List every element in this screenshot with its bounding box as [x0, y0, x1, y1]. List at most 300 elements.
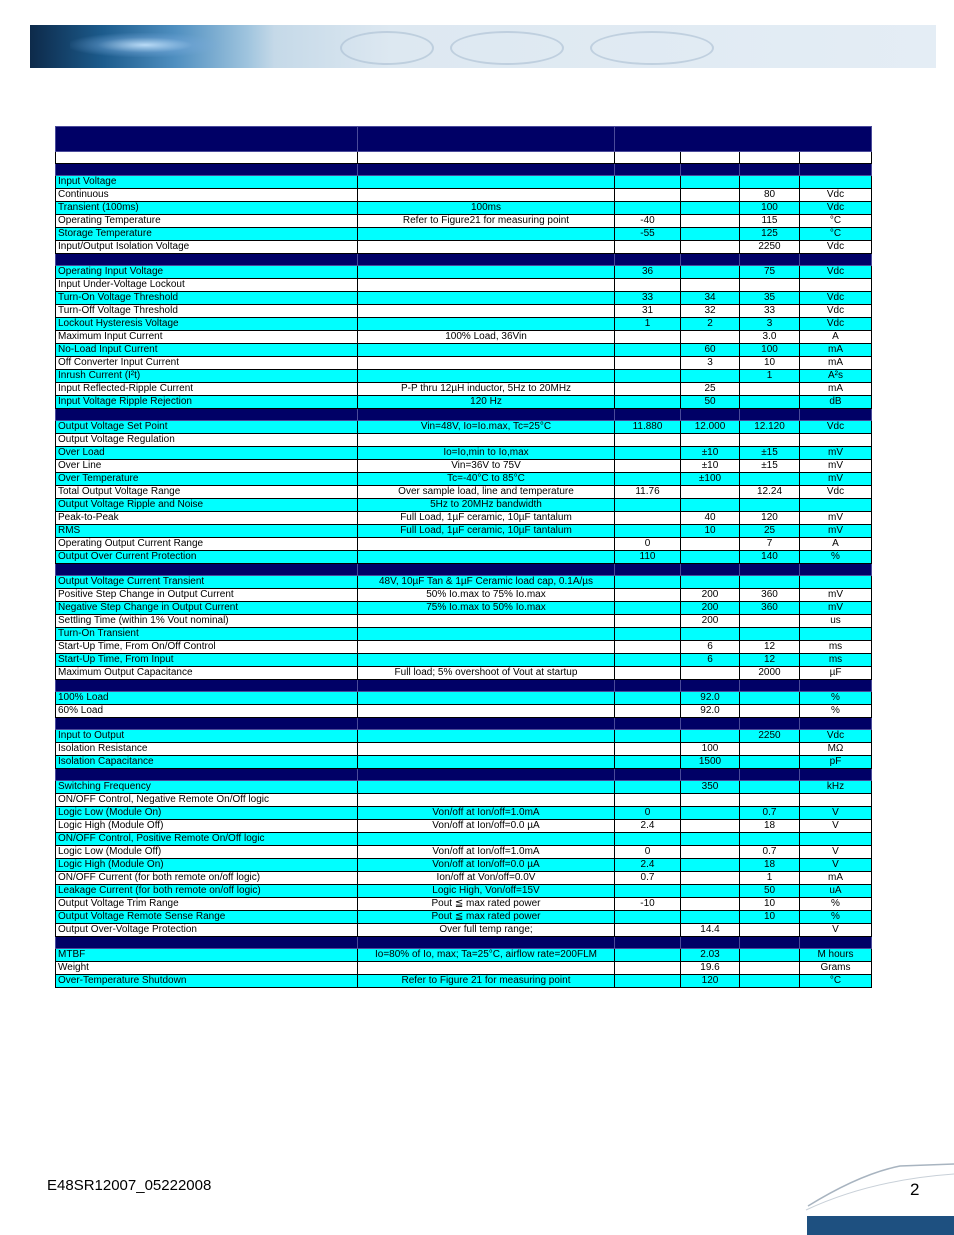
table-row — [56, 421, 872, 434]
unit-cell: Vdc — [800, 318, 872, 331]
typ-cell — [681, 215, 740, 228]
table-row — [56, 705, 872, 718]
divider-cell — [800, 769, 872, 781]
parameter-cell: Start-Up Time, From Input — [56, 654, 358, 667]
parameter-cell: Output Over Current Protection — [56, 551, 358, 564]
condition-cell: Pout ≦ max rated power — [358, 898, 615, 911]
max-cell: 33 — [740, 305, 800, 318]
parameter-cell: Output Voltage Current Transient — [56, 576, 358, 589]
parameter-cell: Peak-to-Peak — [56, 512, 358, 525]
min-cell: 31 — [615, 305, 681, 318]
unit-cell: Vdc — [800, 421, 872, 434]
page-number: 2 — [910, 1180, 920, 1199]
typ-cell — [681, 911, 740, 924]
unit-cell: Vdc — [800, 266, 872, 279]
max-cell — [740, 949, 800, 962]
min-cell — [615, 885, 681, 898]
table-row — [56, 512, 872, 525]
typ-cell — [681, 872, 740, 885]
condition-cell — [358, 743, 615, 756]
condition-cell: Io=80% of Io, max; Ta=25°C, airflow rate=200FLM — [358, 949, 615, 962]
unit-cell: Vdc — [800, 202, 872, 215]
min-cell — [615, 794, 681, 807]
parameter-cell: Input Under-Voltage Lockout — [56, 279, 358, 292]
unit-cell — [800, 499, 872, 512]
divider-cell — [358, 164, 615, 176]
parameter-cell: Isolation Capacitance — [56, 756, 358, 769]
table-row — [56, 331, 872, 344]
divider-cell — [681, 564, 740, 576]
typ-cell: 14.4 — [681, 924, 740, 937]
unit-cell — [800, 434, 872, 447]
max-cell — [740, 833, 800, 846]
table-row — [56, 654, 872, 667]
unit-cell: ms — [800, 654, 872, 667]
divider-cell — [358, 409, 615, 421]
divider-cell — [681, 680, 740, 692]
min-cell: -10 — [615, 898, 681, 911]
unit-cell: ms — [800, 641, 872, 654]
table-row — [56, 292, 872, 305]
table-row — [56, 628, 872, 641]
max-cell: 25 — [740, 525, 800, 538]
min-cell — [615, 189, 681, 202]
min-cell: 2.4 — [615, 859, 681, 872]
table-row — [56, 730, 872, 743]
unit-cell: Vdc — [800, 189, 872, 202]
parameter-cell: Positive Step Change in Output Current — [56, 589, 358, 602]
parameter-cell: Over Load — [56, 447, 358, 460]
max-cell: 80 — [740, 189, 800, 202]
typ-cell — [681, 820, 740, 833]
unit-cell: mA — [800, 872, 872, 885]
condition-cell: 100% Load, 36Vin — [358, 331, 615, 344]
document-id: E48SR12007_05222008 — [47, 1177, 212, 1194]
condition-cell — [358, 241, 615, 254]
max-cell: 10 — [740, 357, 800, 370]
typ-cell — [681, 667, 740, 680]
unit-cell — [800, 176, 872, 189]
unit-cell: dB — [800, 396, 872, 409]
condition-cell — [358, 370, 615, 383]
divider-cell — [358, 937, 615, 949]
subheader-cell — [740, 152, 800, 164]
unit-cell: % — [800, 551, 872, 564]
min-cell — [615, 833, 681, 846]
table-row — [56, 241, 872, 254]
min-cell — [615, 383, 681, 396]
max-cell: 3.0 — [740, 331, 800, 344]
subheader-cell — [681, 152, 740, 164]
table-row — [56, 885, 872, 898]
min-cell — [615, 512, 681, 525]
divider-cell — [56, 564, 358, 576]
min-cell — [615, 641, 681, 654]
parameter-cell: Maximum Output Capacitance — [56, 667, 358, 680]
table-row — [56, 189, 872, 202]
typ-cell: 120 — [681, 975, 740, 988]
typ-cell — [681, 266, 740, 279]
unit-cell: Vdc — [800, 730, 872, 743]
condition-cell: 50% Io.max to 75% Io.max — [358, 589, 615, 602]
divider-cell — [800, 564, 872, 576]
condition-cell: 5Hz to 20MHz bandwidth — [358, 499, 615, 512]
parameter-cell: Output Over-Voltage Protection — [56, 924, 358, 937]
table-row — [56, 859, 872, 872]
typ-cell — [681, 331, 740, 344]
max-cell: 360 — [740, 589, 800, 602]
subheader-cell — [615, 152, 681, 164]
table-row — [56, 641, 872, 654]
section-divider-row — [56, 769, 872, 781]
typ-cell — [681, 241, 740, 254]
typ-cell — [681, 228, 740, 241]
corner-swoosh-graphic — [800, 1160, 954, 1216]
table-row — [56, 576, 872, 589]
max-cell: 125 — [740, 228, 800, 241]
parameter-cell: Over Temperature — [56, 473, 358, 486]
condition-cell: 100ms — [358, 202, 615, 215]
min-cell — [615, 434, 681, 447]
table-row — [56, 911, 872, 924]
unit-cell: mV — [800, 589, 872, 602]
typ-cell — [681, 434, 740, 447]
condition-cell — [358, 305, 615, 318]
divider-cell — [740, 680, 800, 692]
condition-cell — [358, 730, 615, 743]
condition-cell: Ion/off at Von/off=0.0V — [358, 872, 615, 885]
table-row — [56, 820, 872, 833]
min-cell — [615, 344, 681, 357]
table-row — [56, 975, 872, 988]
subheader-cell — [800, 152, 872, 164]
condition-cell — [358, 538, 615, 551]
typ-cell: 6 — [681, 641, 740, 654]
max-cell: 140 — [740, 551, 800, 564]
parameter-cell: Switching Frequency — [56, 781, 358, 794]
parameter-cell: 60% Load — [56, 705, 358, 718]
min-cell — [615, 241, 681, 254]
unit-cell: °C — [800, 975, 872, 988]
divider-cell — [740, 769, 800, 781]
divider-cell — [358, 680, 615, 692]
min-cell — [615, 615, 681, 628]
unit-cell: mV — [800, 525, 872, 538]
parameter-cell: ON/OFF Control, Positive Remote On/Off logic — [56, 833, 358, 846]
table-row — [56, 525, 872, 538]
table-row — [56, 872, 872, 885]
table-row — [56, 962, 872, 975]
parameter-cell: Output Voltage Set Point — [56, 421, 358, 434]
condition-cell: 75% Io.max to 50% Io.max — [358, 602, 615, 615]
parameter-cell: Total Output Voltage Range — [56, 486, 358, 499]
divider-cell — [800, 409, 872, 421]
condition-cell — [358, 615, 615, 628]
min-cell — [615, 396, 681, 409]
unit-cell: mV — [800, 602, 872, 615]
unit-cell: mA — [800, 357, 872, 370]
max-cell — [740, 434, 800, 447]
max-cell: 12 — [740, 641, 800, 654]
max-cell: 75 — [740, 266, 800, 279]
parameter-cell: Input to Output — [56, 730, 358, 743]
table-header-row — [56, 127, 872, 152]
max-cell — [740, 615, 800, 628]
divider-cell — [681, 937, 740, 949]
condition-cell — [358, 794, 615, 807]
unit-cell: Vdc — [800, 241, 872, 254]
condition-cell — [358, 781, 615, 794]
max-cell — [740, 279, 800, 292]
max-cell: 1 — [740, 370, 800, 383]
max-cell — [740, 756, 800, 769]
unit-cell — [800, 794, 872, 807]
unit-cell: A — [800, 538, 872, 551]
parameter-cell: Logic Low (Module On) — [56, 807, 358, 820]
divider-cell — [681, 769, 740, 781]
divider-cell — [681, 164, 740, 176]
parameter-cell: ON/OFF Control, Negative Remote On/Off logic — [56, 794, 358, 807]
typ-cell — [681, 730, 740, 743]
parameter-cell: Input/Output Isolation Voltage — [56, 241, 358, 254]
typ-cell: 2 — [681, 318, 740, 331]
typ-cell — [681, 499, 740, 512]
condition-cell: Pout ≦ max rated power — [358, 911, 615, 924]
table-row — [56, 551, 872, 564]
condition-cell — [358, 641, 615, 654]
table-row — [56, 756, 872, 769]
typ-cell: 200 — [681, 602, 740, 615]
unit-cell: % — [800, 911, 872, 924]
min-cell — [615, 743, 681, 756]
max-cell — [740, 924, 800, 937]
parameter-cell: Operating Temperature — [56, 215, 358, 228]
min-cell: 110 — [615, 551, 681, 564]
unit-cell: mV — [800, 473, 872, 486]
condition-cell: Tc=-40°C to 85°C — [358, 473, 615, 486]
typ-cell: 60 — [681, 344, 740, 357]
table-row — [56, 692, 872, 705]
parameter-cell: Off Converter Input Current — [56, 357, 358, 370]
parameter-cell: 100% Load — [56, 692, 358, 705]
divider-cell — [615, 937, 681, 949]
unit-cell: °C — [800, 215, 872, 228]
unit-cell: % — [800, 898, 872, 911]
min-cell — [615, 331, 681, 344]
max-cell: 3 — [740, 318, 800, 331]
table-row — [56, 924, 872, 937]
unit-cell: Vdc — [800, 305, 872, 318]
condition-cell — [358, 266, 615, 279]
divider-cell — [740, 937, 800, 949]
max-cell: 2000 — [740, 667, 800, 680]
condition-cell — [358, 279, 615, 292]
typ-cell — [681, 370, 740, 383]
max-cell: ±15 — [740, 460, 800, 473]
typ-cell: 350 — [681, 781, 740, 794]
unit-cell: M hours — [800, 949, 872, 962]
typ-cell — [681, 189, 740, 202]
table-row — [56, 228, 872, 241]
max-cell — [740, 794, 800, 807]
unit-cell: mV — [800, 447, 872, 460]
max-cell: ±15 — [740, 447, 800, 460]
typ-cell: 50 — [681, 396, 740, 409]
condition-cell: Vin=48V, Io=Io.max, Tc=25°C — [358, 421, 615, 434]
unit-cell: A²s — [800, 370, 872, 383]
unit-cell: uA — [800, 885, 872, 898]
divider-cell — [740, 564, 800, 576]
condition-cell — [358, 833, 615, 846]
table-row — [56, 781, 872, 794]
unit-cell — [800, 576, 872, 589]
unit-cell: Vdc — [800, 292, 872, 305]
typ-cell: 3 — [681, 357, 740, 370]
typ-cell: ±100 — [681, 473, 740, 486]
table-row — [56, 833, 872, 846]
parameter-cell: Maximum Input Current — [56, 331, 358, 344]
subheader-cell — [358, 152, 615, 164]
table-row — [56, 396, 872, 409]
min-cell — [615, 447, 681, 460]
min-cell: 0 — [615, 538, 681, 551]
condition-cell — [358, 705, 615, 718]
min-cell — [615, 781, 681, 794]
parameter-cell: Weight — [56, 962, 358, 975]
min-cell — [615, 975, 681, 988]
min-cell: 11.76 — [615, 486, 681, 499]
condition-cell — [358, 962, 615, 975]
max-cell — [740, 743, 800, 756]
condition-cell — [358, 434, 615, 447]
max-cell — [740, 975, 800, 988]
parameter-cell: Leakage Current (for both remote on/off logic) — [56, 885, 358, 898]
parameter-cell: Output Voltage Ripple and Noise — [56, 499, 358, 512]
table-row — [56, 538, 872, 551]
typ-cell — [681, 885, 740, 898]
parameter-cell: Settling Time (within 1% Vout nominal) — [56, 615, 358, 628]
divider-cell — [56, 680, 358, 692]
unit-cell: Grams — [800, 962, 872, 975]
typ-cell — [681, 859, 740, 872]
unit-cell: V — [800, 924, 872, 937]
parameter-cell: Output Voltage Remote Sense Range — [56, 911, 358, 924]
banner-swirl — [450, 31, 564, 65]
min-cell — [615, 628, 681, 641]
max-cell — [740, 396, 800, 409]
typ-cell: 25 — [681, 383, 740, 396]
divider-cell — [615, 254, 681, 266]
parameter-cell: Output Voltage Trim Range — [56, 898, 358, 911]
max-cell — [740, 692, 800, 705]
max-cell — [740, 962, 800, 975]
divider-cell — [740, 409, 800, 421]
typ-cell: 92.0 — [681, 705, 740, 718]
min-cell: 0.7 — [615, 872, 681, 885]
divider-cell — [358, 769, 615, 781]
unit-cell — [800, 833, 872, 846]
condition-cell — [358, 189, 615, 202]
parameter-cell: Input Voltage Ripple Rejection — [56, 396, 358, 409]
max-cell: 0.7 — [740, 846, 800, 859]
unit-cell: V — [800, 846, 872, 859]
typ-cell: 40 — [681, 512, 740, 525]
max-cell: 12.24 — [740, 486, 800, 499]
max-cell: 100 — [740, 202, 800, 215]
parameter-cell: Transient (100ms) — [56, 202, 358, 215]
table-row — [56, 344, 872, 357]
condition-cell: Von/off at Ion/off=1.0mA — [358, 846, 615, 859]
max-cell: 100 — [740, 344, 800, 357]
typ-cell: ±10 — [681, 447, 740, 460]
min-cell — [615, 202, 681, 215]
condition-cell: 120 Hz — [358, 396, 615, 409]
table-row — [56, 202, 872, 215]
divider-cell — [358, 254, 615, 266]
parameter-cell: Operating Output Current Range — [56, 538, 358, 551]
section-divider-row — [56, 164, 872, 176]
condition-cell: Refer to Figure 21 for measuring point — [358, 975, 615, 988]
specifications-table-body — [56, 127, 872, 988]
table-row — [56, 589, 872, 602]
typ-cell: 200 — [681, 589, 740, 602]
unit-cell: °C — [800, 228, 872, 241]
typ-cell — [681, 202, 740, 215]
table-row — [56, 305, 872, 318]
condition-cell — [358, 344, 615, 357]
divider-cell — [56, 164, 358, 176]
table-row — [56, 370, 872, 383]
parameter-cell: Start-Up Time, From On/Off Control — [56, 641, 358, 654]
parameter-cell: Input Reflected-Ripple Current — [56, 383, 358, 396]
parameter-cell: Negative Step Change in Output Current — [56, 602, 358, 615]
parameter-cell: Logic High (Module Off) — [56, 820, 358, 833]
max-cell: 2250 — [740, 730, 800, 743]
max-cell — [740, 499, 800, 512]
table-row — [56, 846, 872, 859]
table-row — [56, 357, 872, 370]
min-cell: 36 — [615, 266, 681, 279]
typ-cell: 2.03 — [681, 949, 740, 962]
condition-cell: Full load; 5% overshoot of Vout at startup — [358, 667, 615, 680]
divider-cell — [740, 254, 800, 266]
min-cell: 2.4 — [615, 820, 681, 833]
min-cell: 1 — [615, 318, 681, 331]
parameter-cell: Continuous — [56, 189, 358, 202]
condition-cell — [358, 551, 615, 564]
min-cell: 0 — [615, 807, 681, 820]
max-cell: 50 — [740, 885, 800, 898]
max-cell — [740, 705, 800, 718]
typ-cell — [681, 538, 740, 551]
condition-cell: Logic High, Von/off=15V — [358, 885, 615, 898]
typ-cell: 6 — [681, 654, 740, 667]
table-row — [56, 667, 872, 680]
table-row — [56, 318, 872, 331]
unit-cell: us — [800, 615, 872, 628]
typ-cell — [681, 833, 740, 846]
min-cell — [615, 962, 681, 975]
divider-cell — [615, 718, 681, 730]
section-divider-row — [56, 680, 872, 692]
unit-cell: V — [800, 820, 872, 833]
typ-cell — [681, 807, 740, 820]
condition-cell: Refer to Figure21 for measuring point — [358, 215, 615, 228]
min-cell: -40 — [615, 215, 681, 228]
condition-cell: Von/off at Ion/off=1.0mA — [358, 807, 615, 820]
parameter-cell: RMS — [56, 525, 358, 538]
min-cell — [615, 525, 681, 538]
